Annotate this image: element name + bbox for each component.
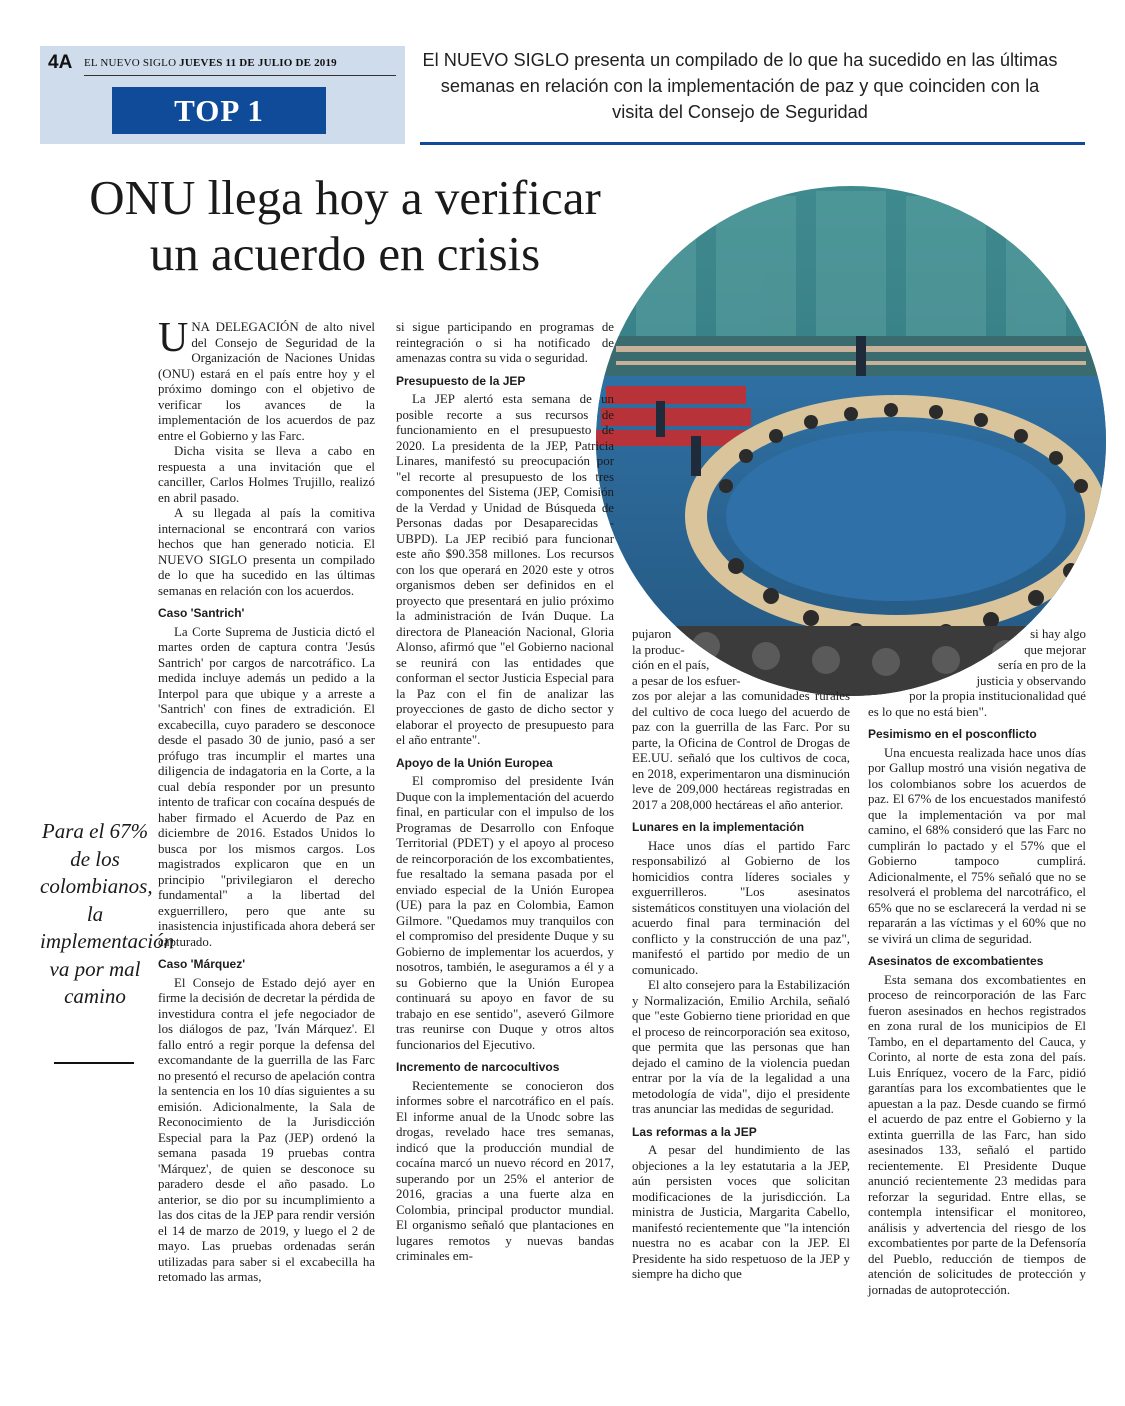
dateline-rule <box>84 75 396 76</box>
lead-text: de alto nivel del Consejo de Seguridad de la Organización de Naciones Unidas (ONU) estará en el país entre hoy y el próximo domingo con el objetivo de verificar los avances de la implementación de los acuerdos de paz entre el Gobierno y las Farc. <box>158 320 375 443</box>
dropcap: U <box>158 315 189 361</box>
article-column-1 <box>158 315 375 1286</box>
headline-line-1: ONU llega hoy a verificar <box>89 170 601 225</box>
article-column-3 <box>632 627 850 1283</box>
wrap-line: a pesar de los esfuer- <box>632 673 741 688</box>
pull-quote: Para el 67% de los colombianos, la implementación va por mal camino <box>40 819 175 1008</box>
article-paragraph: Hace unos días el partido Farc responsabilizó al Gobierno de los homicidios contra líderes sociales y exguerrilleros. "Los asesinatos sistemáticos constituyen una violación del acuerdo final para terminación del conflicto y la construcción de una paz", manifestó el partido por medio de un comunicado. <box>632 838 850 977</box>
headline <box>40 170 650 282</box>
wrap-line: ción en el país, <box>632 658 710 672</box>
paper-date: JUEVES 11 DE JULIO DE 2019 <box>179 57 337 69</box>
subhead-reformas: Las reformas a la JEP <box>632 1124 757 1139</box>
article-column-2 <box>396 320 614 1265</box>
subhead-narcocultivos: Incremento de narcocultivos <box>396 1060 560 1074</box>
article-paragraph: es lo que no está bien". <box>868 704 988 719</box>
article-paragraph: Dicha visita se lleva a cabo en respuesta a una invitación que el canciller, Carlos Holmes Trujillo, realizó en abril pasado. <box>158 444 375 505</box>
page-folio: 4A <box>48 52 73 73</box>
photo-illustration <box>596 186 1106 696</box>
article-paragraph: Esta semana dos excombatientes en proceso de reincorporación de las Farc fueron asesinados en hechos registrados en zona rural de los municipios de El Tambo, en el departamento del Cauca, y Corinto, al norte de esta zona del país. Luis Enríquez, vocero de la Farc, pidió garantías para los excombatientes que le apuestan a la paz. Desde cuando se firmó el acuerdo de paz entre el Gobierno y la extinta guerrilla de las Farc, han sido asesinados 133, señaló el partido recientemente. El Presidente Duque anunció recientemente 23 medidas para reforzar la seguridad. Entre ellas, se contempla intensificar el monitoreo, análisis y advertencia del riesgo de los excombatientes por parte de la Defensoría del Pueblo, reducción de tiempos de atención de solicitudes de protección y jornadas de autoprotección. <box>868 972 1086 1297</box>
subhead-presupuesto: Presupuesto de la JEP <box>396 373 526 388</box>
pull-quote-rule <box>54 1062 134 1064</box>
subhead-marquez: Caso 'Márquez' <box>158 957 246 971</box>
paper-dateline <box>84 57 337 69</box>
wrap-line: por la propia institucionalidad qué <box>909 689 1086 703</box>
paper-name: EL NUEVO SIGLO <box>84 57 177 69</box>
intro-text: El NUEVO SIGLO presenta un compilado de lo que ha sucedido en las últimas semanas en relación con la implementación de paz y que coinciden con la visita del Consejo de Seguridad <box>422 50 1058 122</box>
article-paragraph: La JEP alertó esta semana de un posible recorte a sus recursos de funcionamiento en el presupuesto de 2020. La presidenta de la JEP, Patricia Linares, manifestó su preocupación por "el recorte al presupuesto de los tres componentes del Sistema (JEP, Comisión de la Verdad y Unidad de Búsqueda de Personas dadas por Desaparecidas - UBPD). La JEP recibió para funcionar este año $90.358 millones. Los recursos con los que operará en 2020 este y otros organismos deben ser definidos en el proyecto que presentará en julio próximo la administración de Iván Duque. La directora de Planeación Nacional, Gloria Alonso, afirmó que "el Gobierno nacional se reunirá con las entidades que conforman el sector Justicia Especial para la Paz con el fin de analizar las proyecciones de gasto de dicho sector y elaborar el proyecto de presupuesto para el año entrante". <box>396 392 614 747</box>
article-paragraph <box>158 315 375 444</box>
lead-caps: NA DELEGACIÓN <box>191 320 299 334</box>
wrap-line: sería en pro de la <box>997 658 1086 672</box>
article-paragraph: La Corte Suprema de Justicia dictó el martes orden de captura contra 'Jesús Santrich' por cargos de narcotráfico. La medida incluye además un pedido a la Interpol para que ubique y a arreste a 'Santrich' con fines de extradición. El excabecilla, cuyo paradero se desconoce desde el pasado 30 de junio, pasó a ser prófugo tras incumplir el martes una diligencia de indagatoria en la Corte, a la cual debía responder por un presunto intento de traficar con cocaína después de haber firmado el Acuerdo de Paz en diciembre de 2016. Estados Unidos lo busca por los mismos cargos. Los magistrados explicaron que en un principio "privilegiaron el derecho fundamental" a la libertad del exguerrillero, pero que ante su inasistencia injustificada ahora deberá ser capturado. <box>158 624 375 949</box>
article-paragraph: zos por alejar a las comunidades rurales del cultivo de coca luego del acuerdo de paz con la guerrilla de las Farc. Por su parte, la Oficina de Control de Drogas de EE.UU. señaló que los cultivos de coca, en 2018, experimentaron una disminución leve de 209,000 hectáreas registradas en 2017 a 208,000 hectáreas el año anterior. <box>632 689 850 812</box>
security-council-photo <box>596 186 1106 696</box>
wrap-line: que mejorar <box>1024 642 1086 657</box>
header-rule <box>420 142 1085 145</box>
article-column-4 <box>868 627 1086 1298</box>
article-paragraph: El Consejo de Estado dejó ayer en firme la decisión de decretar la pérdida de investidura contra el jefe negociador de los diálogos de paz, 'Iván Márquez'. El fallo entró a regir porque la defensa del excomandante de la guerrilla de las Farc no presentó el recurso de apelación contra la sentencia en los 10 días siguientes a su emisión. Adicionalmente, la Sala de Reconocimiento de la Jurisdicción Especial para la Paz (JEP) ordenó la semana pasada 19 pruebas contra 'Márquez', de quien se desconoce su paradero desde el año pasado. Lo anterior, se dio por su incumplimiento a las dos citas de la JEP para rendir versión el 14 de marzo de 2019, y luego el 2 de mayo. Las pruebas ordenadas serán utilizadas para saber si el excabecilla ha retomado las armas, <box>158 975 375 1284</box>
subhead-union-europea: Apoyo de la Unión Europea <box>396 755 553 770</box>
article-paragraph: si sigue participando en programas de reintegración o si ha notificado de amenazas contra su vida o seguridad. <box>396 320 614 365</box>
section-badge: TOP 1 <box>112 87 326 134</box>
wrap-line: justicia y observando <box>976 673 1086 688</box>
article-paragraph: A su llegada al país la comitiva internacional se encontrará con varios hechos que han generado noticia. El NUEVO SIGLO presenta un compilado de lo que ha sucedido en las últimas semanas en relación con los acuerdos. <box>158 506 375 598</box>
article-paragraph: Recientemente se conocieron dos informes sobre el narcotráfico en el país. El informe anual de la Unodc sobre las drogas, revelado hace tres semanas, indicó que la producción mundial de cocaína marcó un nuevo récord en 2017, superando por un 25% el anterior de 2016, gracias a una fuerte alza en Colombia, principal productor mundial. El organismo señaló que plantaciones en lugares remotos y nuevas bandas criminales em- <box>396 1078 614 1263</box>
article-paragraph: Una encuesta realizada hace unos días por Gallup mostró una visión negativa de los colombianos sobre los acuerdos de paz. El 67% de los encuestados manifestó que la implementación va por mal camino, el 68% consideró que las Farc no cumplirán lo pactado y el 57% que el Gobierno tampoco cumplirá. Adicionalmente, el 75% señaló que no se resolverá el problema del narcotráfico, el 65% que no se esclarecerá la verdad ni se repararán a las víctimas y el 60% que no se vivirá un clima de seguridad. <box>868 745 1086 946</box>
subhead-pesimismo: Pesimismo en el posconflicto <box>868 727 1037 741</box>
wrap-line: pujaron <box>632 627 672 641</box>
subhead-asesinatos: Asesinatos de excombatientes <box>868 954 1044 968</box>
headline-line-2: un acuerdo en crisis <box>149 226 541 281</box>
wrap-line: la produc- <box>632 642 685 657</box>
wrap-line: si hay algo <box>1030 627 1086 641</box>
article-paragraph: A pesar del hundimiento de las objeciones a la ley estatutaria a la JEP, aún persisten voces que solicitan modificaciones de la jurisdicción. La ministra de Justicia, Margarita Cabello, manifestó recientemente que "la intención nuestra no es acabar con la JEP. El Presidente ha sido respetuoso de la JEP y siempre ha dicho que <box>632 1143 850 1281</box>
subhead-santrich: Caso 'Santrich' <box>158 606 245 620</box>
subhead-lunares: Lunares en la implementación <box>632 820 805 834</box>
article-paragraph: El alto consejero para la Estabilización y Normalización, Emilio Archila, señaló que "este Gobierno tiene prioridad en que el proceso de reincorporación sea exitoso, que permita que las personas que han dejado el camino de la violencia puedan entrar por la vía de la legalidad a una metodología de vida", dijo el presidente tras anunciar las medidas de seguridad. <box>632 978 850 1116</box>
article-paragraph: El compromiso del presidente Iván Duque con la implementación del acuerdo final, en particular con el impulso de los Programas de Desarrollo con Enfoque Territorial (PDET) y el apoyo al proceso de reincorporación de los excombatientes, fue resaltado la semana pasada por el enviado especial de la Unión Europea (UE) para la paz en Colombia, Eamon Gilmore. "Quedamos muy tranquilos con el compromiso del presidente Duque y su Gobierno de implementar los acuerdos, y nosotros, también, le aseguramos a él y a su Gobierno que la Unión Europea continuará su apoyo en favor de su trabajo en ese sentido", aseveró Gilmore tras reunirse con Duque y otros altos funcionarios del Ejecutivo. <box>396 774 614 1052</box>
